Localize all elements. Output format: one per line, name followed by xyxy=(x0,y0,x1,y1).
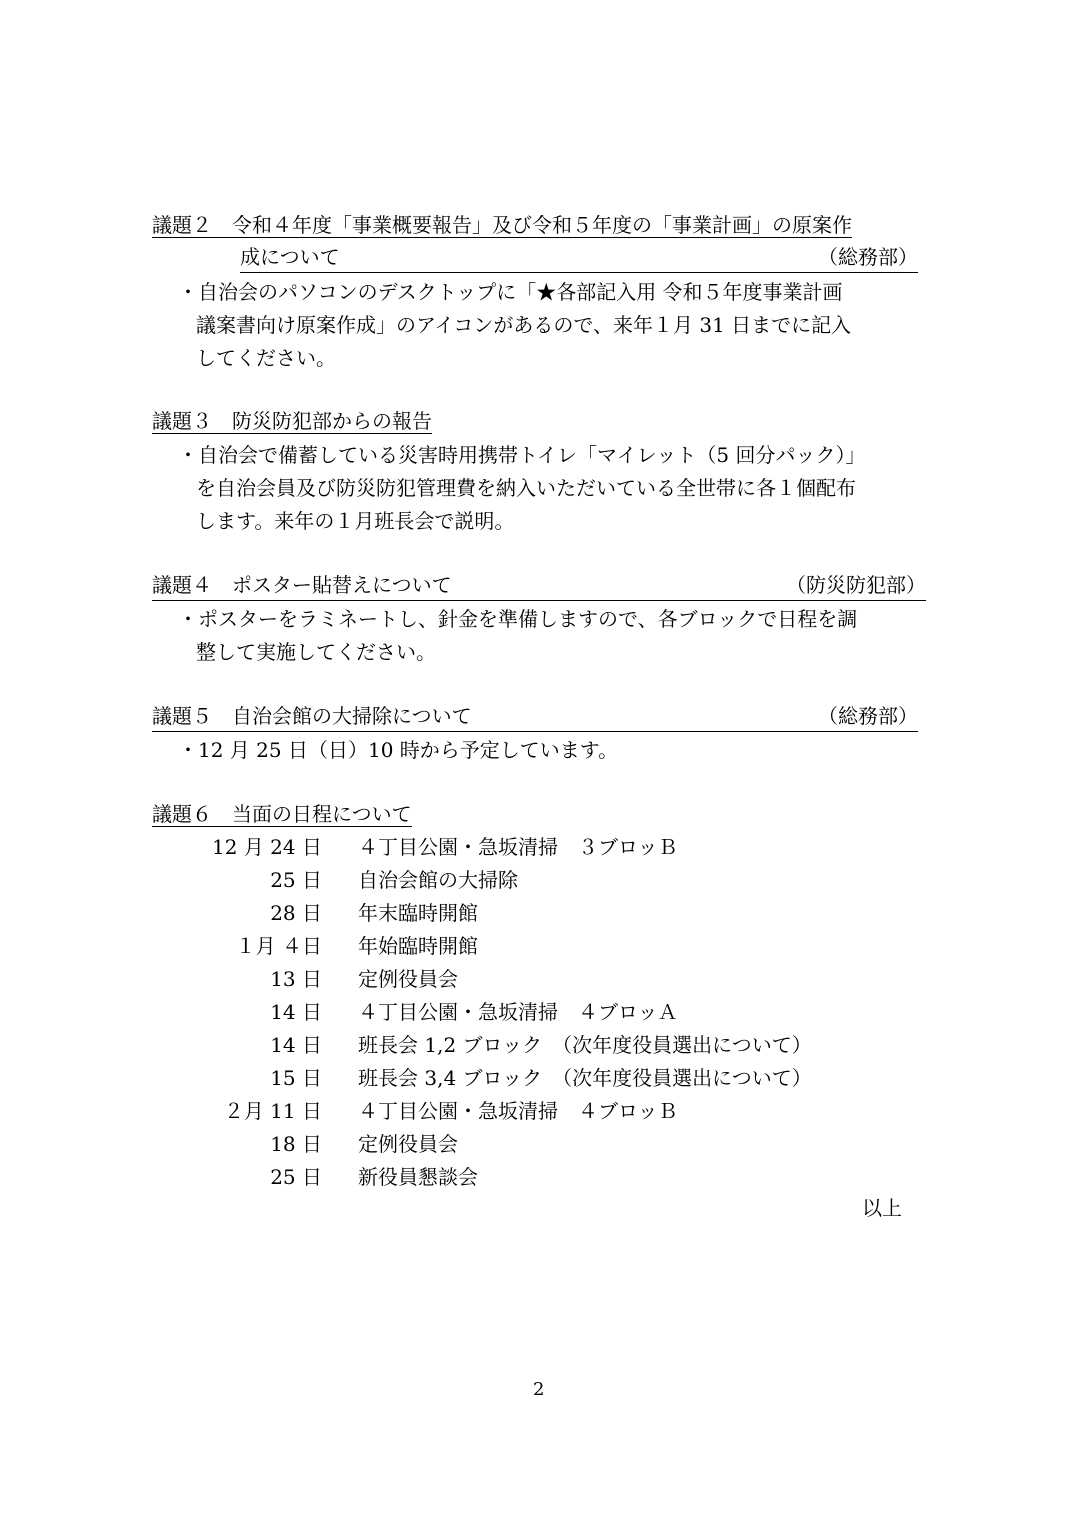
agenda2-dept: （総務部） xyxy=(818,245,918,269)
schedule-date: 28 日 xyxy=(270,901,322,925)
schedule-description: 定例役員会 xyxy=(358,967,458,991)
agenda3-body-line1: ・自治会で備蓄している災害時用携帯トイレ「マイレット（5 回分パック）」 xyxy=(178,443,866,467)
agenda5-underline xyxy=(152,731,918,732)
agenda5-dept: （総務部） xyxy=(818,704,918,728)
agenda4-body-line2: 整して実施してください。 xyxy=(196,640,436,664)
schedule-description: 年末臨時開館 xyxy=(358,901,478,925)
schedule-date: １月 ４日 xyxy=(235,934,322,958)
agenda6-title-text: 議題６ 当面の日程について xyxy=(152,802,412,826)
agenda4-underline xyxy=(152,600,926,601)
agenda4-title xyxy=(152,572,926,598)
agenda3-title-text: 議題３ 防災防犯部からの報告 xyxy=(152,409,432,433)
agenda6-title xyxy=(152,801,412,827)
schedule-description: 定例役員会 xyxy=(358,1132,458,1156)
schedule-date: 14 日 xyxy=(270,1000,322,1024)
schedule-date: 15 日 xyxy=(270,1066,322,1090)
agenda2-title-line1 xyxy=(152,212,852,238)
agenda2-body-line1: ・自治会のパソコンのデスクトップに「★各部記入用 令和５年度事業計画 xyxy=(178,280,843,304)
agenda2-underline xyxy=(240,272,918,273)
schedule-description: 班長会 1,2 ブロック （次年度役員選出について） xyxy=(358,1033,812,1057)
agenda2-body-line2: 議案書向け原案作成」のアイコンがあるので、来年１月 31 日までに記入 xyxy=(196,313,852,337)
schedule-description: ４丁目公園・急坂清掃 ３ブロッＢ xyxy=(358,835,678,859)
schedule-description: ４丁目公園・急坂清掃 ４ブロッＢ xyxy=(358,1099,678,1123)
agenda5-title xyxy=(152,703,918,729)
schedule-date: 25 日 xyxy=(270,868,322,892)
schedule-date: 25 日 xyxy=(270,1165,322,1189)
schedule-date: 13 日 xyxy=(270,967,322,991)
closing-text: 以上 xyxy=(862,1196,902,1220)
agenda4-body-line1: ・ポスターをラミネートし、針金を準備しますので、各ブロックで日程を調 xyxy=(178,607,858,631)
agenda2-title-line2 xyxy=(152,244,918,270)
schedule-description: 新役員懇談会 xyxy=(358,1165,478,1189)
agenda3-body-line3: します。来年の１月班長会で説明。 xyxy=(196,509,515,533)
schedule-date: ２月 11 日 xyxy=(223,1099,322,1123)
schedule-description: ４丁目公園・急坂清掃 ４ブロッＡ xyxy=(358,1000,678,1024)
agenda2-title-line1-text: 議題２ 令和４年度「事業概要報告」及び令和５年度の「事業計画」の原案作 xyxy=(152,213,852,237)
agenda2-title-line2-text: 成について xyxy=(240,245,340,269)
agenda5-title-text: 議題５ 自治会館の大掃除について xyxy=(152,704,472,728)
agenda3-title xyxy=(152,408,432,434)
schedule-description: 班長会 3,4 ブロック （次年度役員選出について） xyxy=(358,1066,812,1090)
page-number: 2 xyxy=(533,1379,545,1400)
agenda2-body-line3: してください。 xyxy=(196,346,336,370)
schedule-date: 12 月 24 日 xyxy=(212,835,322,859)
agenda5-body-line1: ・12 月 25 日（日）10 時から予定しています。 xyxy=(178,738,619,762)
schedule-date: 14 日 xyxy=(270,1033,322,1057)
agenda4-dept: （防災防犯部） xyxy=(786,573,926,597)
schedule-date: 18 日 xyxy=(270,1132,322,1156)
agenda4-title-text: 議題４ ポスター貼替えについて xyxy=(152,573,452,597)
agenda3-body-line2: を自治会員及び防災防犯管理費を納入いただいている全世帯に各１個配布 xyxy=(196,476,856,500)
schedule-description: 年始臨時開館 xyxy=(358,934,478,958)
schedule-description: 自治会館の大掃除 xyxy=(358,868,518,892)
